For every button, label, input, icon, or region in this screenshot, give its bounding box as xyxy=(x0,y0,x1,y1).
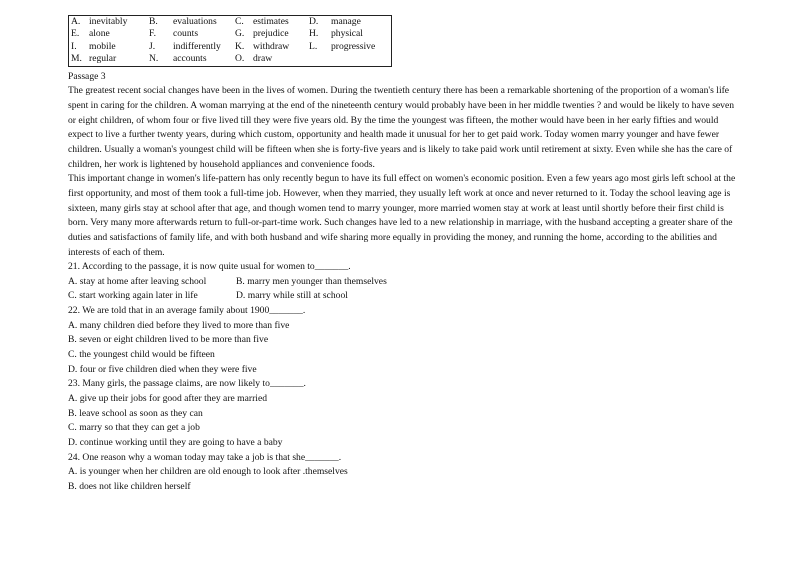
option-word: regular xyxy=(89,53,117,65)
option-letter: J. xyxy=(149,40,156,52)
question-stem: 23. Many girls, the passage claims, are now likely to_______. xyxy=(68,378,306,390)
passage-title: Passage 3 xyxy=(68,70,106,82)
question-stem: 24. One reason why a woman today may take a job is that she_______. xyxy=(68,451,342,463)
word-bank-table xyxy=(68,15,392,67)
answer-options-row xyxy=(68,275,738,290)
answer-option-b: B. seven or eight children lived to be more than five xyxy=(68,334,269,346)
passage-paragraph: The greatest recent social changes have been in the lives of women. During the twentieth century there has been a remarkable shortening of the proportion of a woman's life spent in caring for the children. A woman marrying at the end of the nineteenth century would probably have been in her middle twenties ? and would be likely to have seven or eight children, of whom four or five lived till they were five years old. By the time the youngest was fifteen, the mother would have been in her early fifties and would expect to live a further twenty years, during which custom, opportunity and health made it unusual for her to get paid work. Today women marry younger and have fewer children. Usually a woman's youngest child will be fifteen when she is forty-five years and is likely to take paid work until retirement at sixty. Even while she has the care of children, her work is lightened by household appliances and convenience foods. xyxy=(68,85,735,170)
answer-option-b: B. does not like children herself xyxy=(68,481,191,492)
option-word: estimates xyxy=(253,16,289,27)
option-letter: N. xyxy=(149,53,159,65)
answer-option-c: C. the youngest child would be fifteen xyxy=(68,349,215,361)
option-word: physical xyxy=(331,28,363,40)
option-letter: E. xyxy=(71,28,80,40)
word-bank-row xyxy=(69,16,392,29)
answer-option-a: A. is younger when her children are old enough to look after .themselves xyxy=(68,466,348,478)
option-letter: M. xyxy=(71,53,82,65)
answer-option-b: B. leave school as soon as they can xyxy=(68,407,203,419)
option-letter xyxy=(307,53,329,66)
answer-option-d: D. four or five children died when they were five xyxy=(68,363,257,375)
option-letter: L. xyxy=(309,40,318,52)
question-21 xyxy=(68,260,738,304)
option-word: manage xyxy=(331,16,361,27)
word-bank-row xyxy=(69,28,392,40)
question-stem: 22. We are told that in an average family about 1900_______. xyxy=(68,305,306,317)
answer-option-c: C. marry so that they can get a job xyxy=(68,422,200,434)
answer-option-d: D. marry while still at school xyxy=(236,290,348,302)
option-word: alone xyxy=(89,28,110,40)
answer-option-d: D. continue working until they are going to have a baby xyxy=(68,437,283,449)
option-word: evaluations xyxy=(173,16,217,27)
document-page xyxy=(68,15,738,495)
answer-option-a: A. stay at home after leaving school xyxy=(68,275,207,287)
answer-option-a: A. many children died before they lived to more than five xyxy=(68,319,290,331)
option-word xyxy=(329,53,392,66)
answer-option-c: C. start working again later in life xyxy=(68,290,198,302)
question-24 xyxy=(68,451,738,495)
option-letter: O. xyxy=(235,53,245,65)
option-word: prejudice xyxy=(253,28,289,40)
passage-section xyxy=(68,70,738,261)
option-word: counts xyxy=(173,28,199,40)
answer-option-b: B. marry men younger than themselves xyxy=(236,275,387,287)
option-word: accounts xyxy=(173,53,207,65)
option-letter: K. xyxy=(235,40,245,52)
option-letter: C. xyxy=(235,16,244,27)
option-word: draw xyxy=(253,53,273,65)
option-word: progressive xyxy=(331,40,376,52)
answer-options-row xyxy=(68,289,738,304)
option-letter: G. xyxy=(235,28,245,40)
answer-option-a: A. give up their jobs for good after they are married xyxy=(68,393,268,405)
question-22 xyxy=(68,304,738,377)
word-bank-row xyxy=(69,41,392,53)
option-letter: B. xyxy=(149,16,158,27)
question-stem: 21. According to the passage, it is now quite usual for women to_______. xyxy=(68,261,351,273)
option-word: mobile xyxy=(89,40,116,52)
option-letter: D. xyxy=(309,16,319,27)
option-letter: H. xyxy=(309,28,319,40)
question-23 xyxy=(68,377,738,450)
option-letter: A. xyxy=(71,16,81,27)
option-word: indifferently xyxy=(173,40,221,52)
word-bank-row xyxy=(69,53,392,66)
option-letter: I. xyxy=(71,40,77,52)
passage-paragraph: This important change in women's life-pattern has only recently begun to have its full effect on women's economic position. Even a few years ago most girls left school at the first opportunity, and most of them took a full-time job. However, when they married, they usually left work at once and never returned to it. Today the school leaving age is sixteen, many girls stay at school after that age, and though women tend to marry younger, more married women stay at work at least until shortly before their first child is born. Very many more afterwards return to full-or-part-time work. Such changes have led to a new relationship in marriage, with the husband accepting a greater share of the duties and satisfactions of family life, and with both husband and wife sharing more equally in providing the money, and running the home, according to the abilities and interests of each of them. xyxy=(68,173,736,258)
question-list xyxy=(68,260,738,495)
option-letter: F. xyxy=(149,28,156,40)
option-word: withdraw xyxy=(253,40,290,52)
option-word: inevitably xyxy=(89,16,128,27)
